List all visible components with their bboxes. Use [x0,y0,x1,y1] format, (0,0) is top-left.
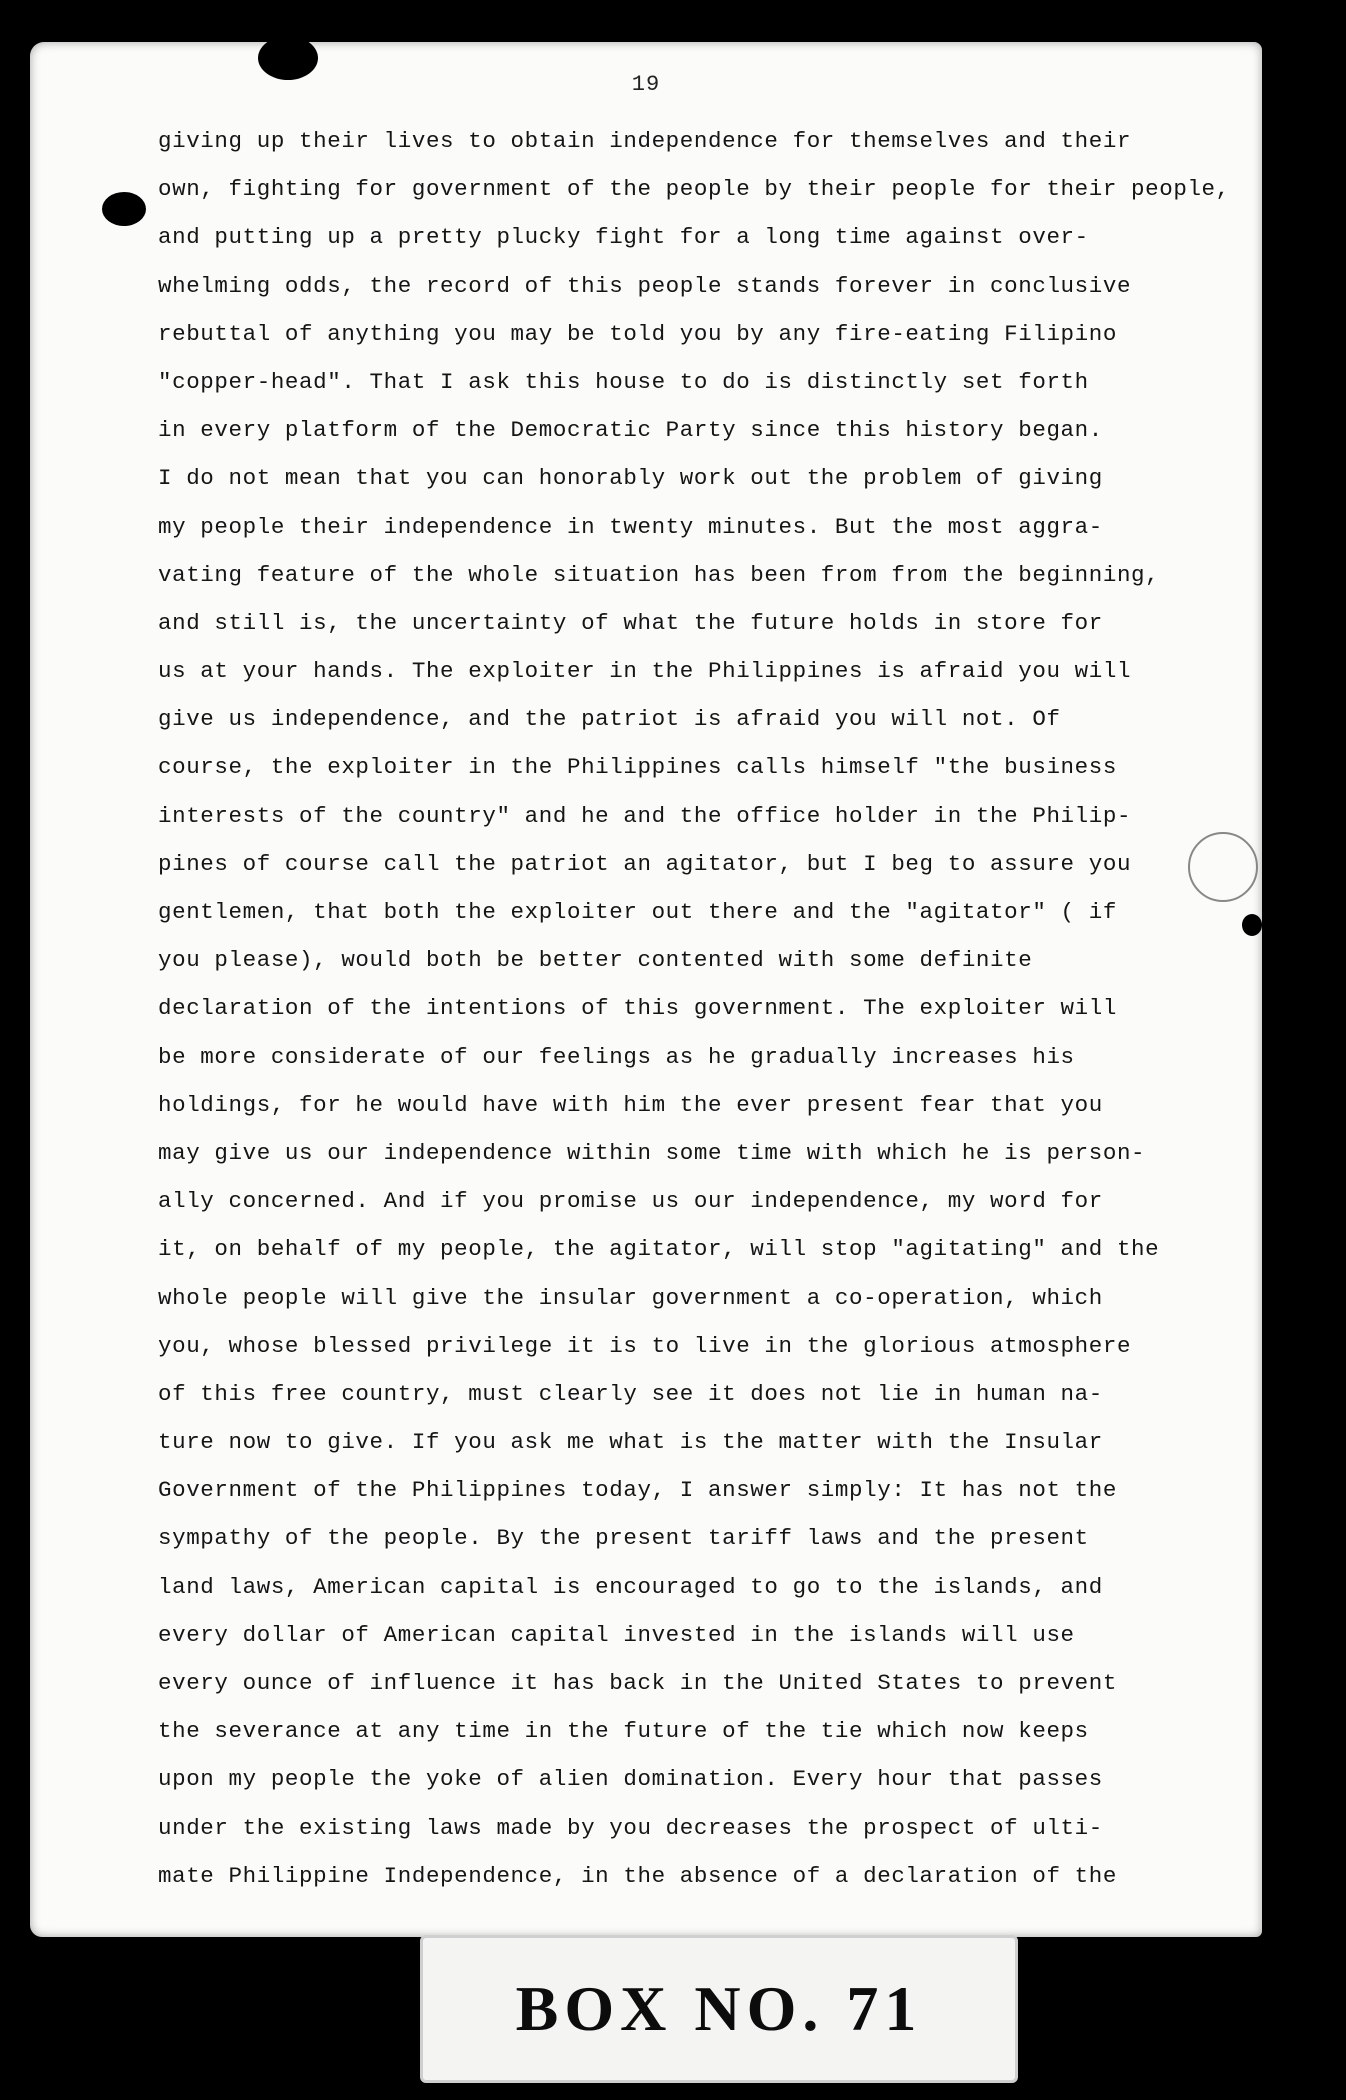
text-line: pines of course call the patriot an agitator, but I beg to assure you [158,850,1132,877]
text-line: Government of the Philippines today, I answer simply: It has not the [158,1477,1117,1504]
text-line: and still is, the uncertainty of what the future holds in store for [158,609,1103,636]
text-line: "copper-head". That I ask this house to do is distinctly set forth [158,368,1089,395]
text-line: rebuttal of anything you may be told you by any fire-eating Filipino [158,320,1117,347]
text-line: the severance at any time in the future of the tie which now keeps [158,1718,1089,1745]
text-line: sympathy of the people. By the present tariff laws and the present [158,1525,1089,1552]
text-line: ture now to give. If you ask me what is the matter with the Insular [158,1429,1103,1456]
text-line: my people their independence in twenty minutes. But the most aggra- [158,513,1103,540]
page-number: 19 [631,72,661,97]
text-line: it, on behalf of my people, the agitator, will stop "agitating" and the [158,1236,1160,1263]
box-number-label [420,1935,1018,2083]
text-line: mate Philippine Independence, in the absence of a declaration of the [158,1862,1117,1889]
ink-blot [102,192,146,226]
text-line: declaration of the intentions of this government. The exploiter will [158,995,1117,1022]
text-line: you please), would both be better contented with some definite [158,947,1033,974]
box-number-text: BOX NO. 71 [515,1973,923,2044]
text-line: whole people will give the insular government a co-operation, which [158,1284,1103,1311]
text-line: of this free country, must clearly see it does not lie in human na- [158,1380,1103,1407]
text-line: every dollar of American capital invested in the islands will use [158,1621,1075,1648]
text-line: under the existing laws made by you decreases the prospect of ulti- [158,1814,1103,1841]
text-line: holdings, for he would have with him the ever present fear that you [158,1091,1103,1118]
text-line: own, fighting for government of the people by their people for their people, [158,176,1230,203]
text-line: gentlemen, that both the exploiter out there and the "agitator" ( if [158,899,1117,925]
text-line: and putting up a pretty plucky fight for a long time against over- [158,224,1089,251]
typed-body-text [158,117,1243,1900]
text-line: ally concerned. And if you promise us our independence, my word for [158,1188,1103,1215]
text-line: upon my people the yoke of alien domination. Every hour that passes [158,1766,1103,1793]
text-line: every ounce of influence it has back in the United States to prevent [158,1670,1117,1696]
text-line: you, whose blessed privilege it is to live in the glorious atmosphere [158,1332,1132,1359]
text-line: vating feature of the whole situation has been from from the beginning, [158,561,1160,588]
text-line: in every platform of the Democratic Party since this history began. [158,417,1103,444]
faded-stamp [1188,832,1258,902]
text-line: whelming odds, the record of this people stands forever in conclusive [158,272,1132,299]
text-line: us at your hands. The exploiter in the Philippines is afraid you will [158,658,1132,685]
text-line: may give us our independence within some time with which he is person- [158,1139,1146,1166]
text-line: be more considerate of our feelings as he gradually increases his [158,1043,1075,1070]
text-line: course, the exploiter in the Philippines calls himself "the business [158,754,1117,781]
text-line: giving up their lives to obtain independence for themselves and their [158,128,1132,154]
text-line: interests of the country" and he and the office holder in the Philip- [158,802,1132,829]
text-line: give us independence, and the patriot is afraid you will not. Of [158,706,1061,733]
document-page [30,42,1262,1937]
ink-blot [1242,914,1262,936]
text-line: I do not mean that you can honorably work out the problem of giving [158,465,1103,492]
text-line: land laws, American capital is encouraged to go to the islands, and [158,1573,1103,1600]
